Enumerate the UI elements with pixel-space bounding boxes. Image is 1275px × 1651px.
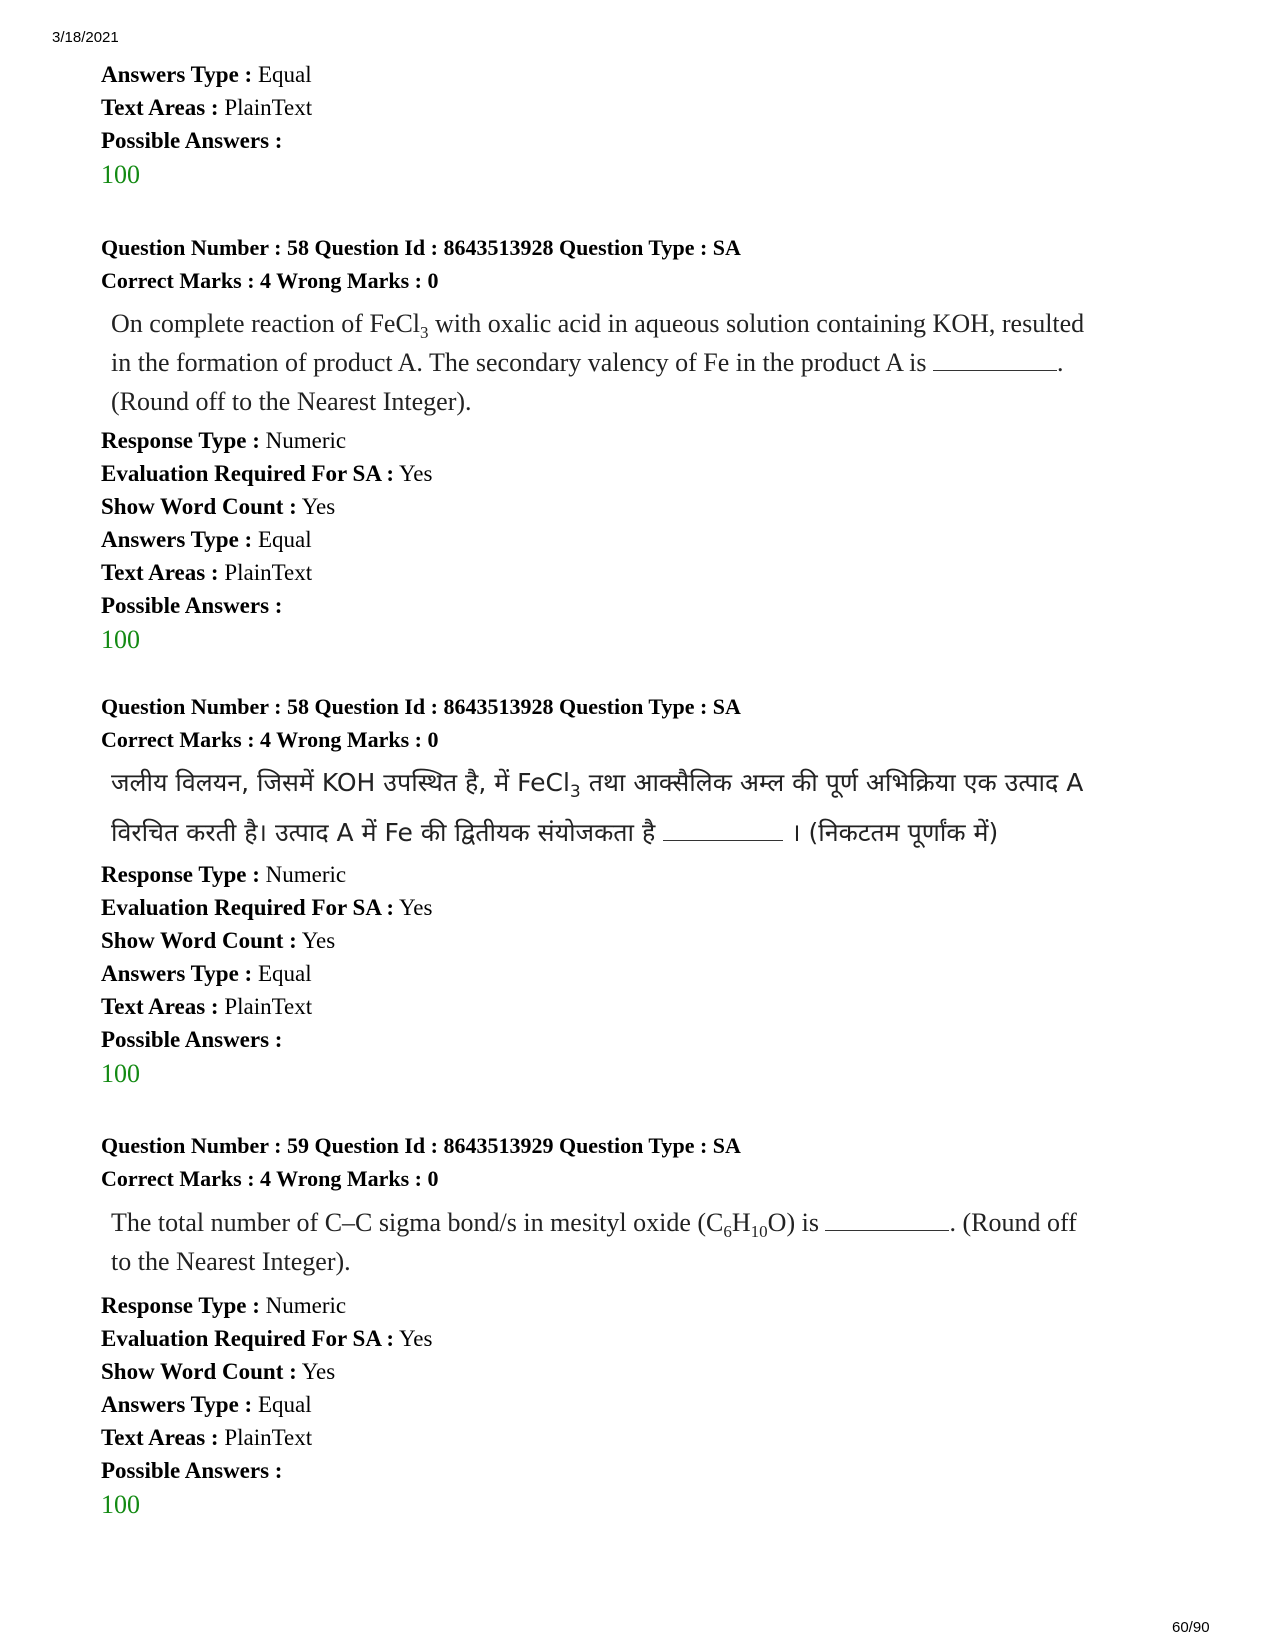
response-type-row: Response Type : Numeric [101, 428, 347, 453]
evaluation-row: Evaluation Required For SA : Yes [101, 1326, 433, 1351]
response-type-row: Response Type : Numeric [101, 1293, 347, 1318]
question-header: Question Number : 59 Question Id : 8643513929 Question Type : SA [101, 1133, 741, 1158]
text-areas-row: Text Areas : PlainText [101, 560, 313, 585]
answers-type-row: Answers Type : Equal [101, 527, 312, 552]
question-text: On complete reaction of FeCl$_3$ with oxalic acid in aqueous solution containing KOH, resulted in the formation of product A. The secondary valency of Fe in the product A is . (Round off to the Nearest Integer). [111, 309, 1085, 416]
possible-answer-value: 100 [101, 1059, 140, 1088]
print-date: 3/18/2021 [52, 29, 119, 46]
possible-answer-value: 100 [101, 1490, 140, 1519]
answers-type-row [101, 58, 1181, 91]
possible-answers-row: Possible Answers : [101, 1027, 283, 1052]
text-areas-value: PlainText [224, 95, 313, 120]
answer-blank [663, 818, 783, 841]
answer-blank [825, 1208, 949, 1231]
question-marks: Correct Marks : 4 Wrong Marks : 0 [101, 268, 439, 293]
possible-answer-value: 100 [101, 160, 140, 189]
question-block [101, 231, 1181, 658]
possible-answers-row: Possible Answers : [101, 593, 283, 618]
possible-answers-row: Possible Answers : [101, 1458, 283, 1483]
possible-answer-value: 100 [101, 625, 140, 654]
word-count-row: Show Word Count : Yes [101, 1359, 336, 1384]
question-header: Question Number : 58 Question Id : 8643513928 Question Type : SA [101, 235, 741, 260]
text-areas-row: Text Areas : PlainText [101, 1425, 313, 1450]
answers-type-label: Answers Type : [101, 62, 253, 87]
text-areas-row [101, 91, 1181, 124]
answers-type-row: Answers Type : Equal [101, 1392, 312, 1417]
word-count-row: Show Word Count : Yes [101, 928, 336, 953]
possible-answers-row [101, 124, 1181, 157]
answer-blank [933, 348, 1057, 371]
question-block [101, 690, 1181, 1092]
question-header: Question Number : 58 Question Id : 8643513928 Question Type : SA [101, 694, 741, 719]
question-text: The total number of C–C sigma bond/s in mesityl oxide $(C_6H_{10}O)$ is . (Round off to the Nearest Integer). [111, 1208, 1077, 1276]
question-block [101, 1129, 1181, 1523]
possible-answers-label: Possible Answers : [101, 128, 283, 153]
text-areas-row: Text Areas : PlainText [101, 994, 313, 1019]
evaluation-row: Evaluation Required For SA : Yes [101, 461, 433, 486]
continuation-block [101, 58, 1181, 193]
answers-type-value: Equal [257, 62, 312, 87]
evaluation-row: Evaluation Required For SA : Yes [101, 895, 433, 920]
question-marks: Correct Marks : 4 Wrong Marks : 0 [101, 1166, 439, 1191]
response-type-row: Response Type : Numeric [101, 862, 347, 887]
text-areas-label: Text Areas : [101, 95, 219, 120]
page-number: 60/90 [1172, 1619, 1210, 1636]
question-marks: Correct Marks : 4 Wrong Marks : 0 [101, 727, 439, 752]
word-count-row: Show Word Count : Yes [101, 494, 336, 519]
answers-type-row: Answers Type : Equal [101, 961, 312, 986]
question-text: जलीय विलयन, जिसमें KOH उपस्थित है, में FeCl$_3$ तथा आक्सैलिक अम्ल की पूर्ण अभिक्रिया एक उत्पाद A विरचित करती है। उत्पाद A में Fe की द्वितीयक संयोजकता है । (निकटतम पूर्णांक में) [111, 768, 1084, 847]
